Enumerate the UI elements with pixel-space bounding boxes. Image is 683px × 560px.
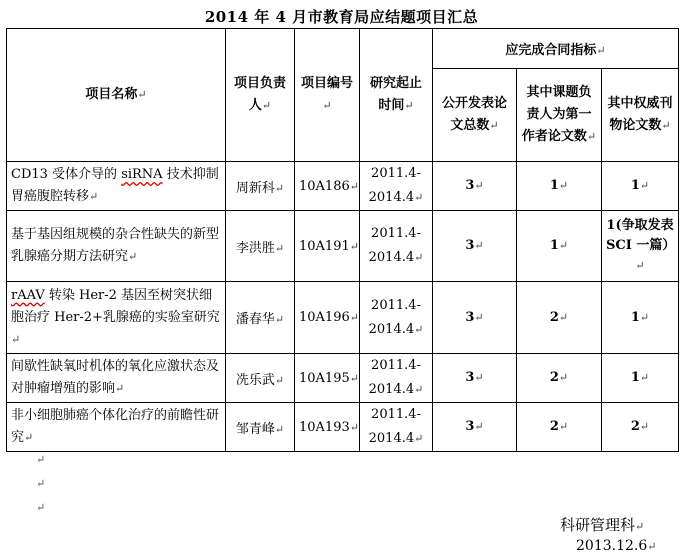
row-first-author: 2↵ bbox=[517, 354, 602, 403]
project-table bbox=[6, 28, 679, 452]
table-row bbox=[7, 354, 679, 403]
table-row bbox=[7, 162, 679, 211]
row-first-author: 2↵ bbox=[517, 403, 602, 452]
row-authority: 1↵ bbox=[602, 162, 679, 211]
row-name: CD13 受体介导的 siRNA 技术抑制胃癌腹腔转移↵ bbox=[7, 162, 226, 211]
row-person: 冼乐武↵ bbox=[226, 354, 295, 403]
paragraph-marks bbox=[36, 448, 45, 520]
row-person: 邹青峰↵ bbox=[226, 403, 295, 452]
table-row bbox=[7, 211, 679, 282]
row-period: 2011.4-2014.4↵ bbox=[360, 403, 433, 452]
table-row bbox=[7, 282, 679, 354]
header-period: 研究起止时间↵ bbox=[360, 29, 433, 162]
row-code: 10A195↵ bbox=[295, 354, 360, 403]
row-period: 2011.4-2014.4↵ bbox=[360, 282, 433, 354]
row-total: 3↵ bbox=[433, 282, 517, 354]
row-name: rAAV 转染 Her-2 基因至树突状细胞治疗 Her-2+乳腺癌的实验室研究↵ bbox=[7, 282, 226, 354]
row-person: 周新科↵ bbox=[226, 162, 295, 211]
row-period: 2011.4-2014.4↵ bbox=[360, 354, 433, 403]
row-authority: 1(争取发表 SCI 一篇）↵ bbox=[602, 211, 679, 282]
paragraph-mark-icon: ↵ bbox=[36, 453, 46, 466]
row-code: 10A186↵ bbox=[295, 162, 360, 211]
footer-dept: 科研管理科↵ bbox=[560, 516, 645, 534]
row-first-author: 1↵ bbox=[517, 162, 602, 211]
row-name: 间歇性缺氧时机体的氧化应激状态及对肿瘤增殖的影响↵ bbox=[7, 354, 226, 403]
row-code: 10A196↵ bbox=[295, 282, 360, 354]
header-first-author: 其中课题负责人为第一作者论文数↵ bbox=[517, 69, 602, 162]
row-code: 10A191↵ bbox=[295, 211, 360, 282]
table-row bbox=[7, 403, 679, 452]
row-code: 10A193↵ bbox=[295, 403, 360, 452]
row-total: 3↵ bbox=[433, 354, 517, 403]
header-name: 项目名称↵ bbox=[7, 29, 226, 162]
row-total: 3↵ bbox=[433, 162, 517, 211]
row-name: 基于基因组规模的杂合性缺失的新型乳腺癌分期方法研究↵ bbox=[7, 211, 226, 282]
header-total: 公开发表论文总数↵ bbox=[433, 69, 517, 162]
row-authority: 1↵ bbox=[602, 354, 679, 403]
paragraph-mark-icon: ↵ bbox=[36, 501, 46, 514]
row-total: 3↵ bbox=[433, 403, 517, 452]
header-person: 项目负责人↵ bbox=[226, 29, 295, 162]
header-row-1 bbox=[7, 29, 679, 69]
footer-date: 2013.12.6↵ bbox=[576, 538, 657, 554]
row-person: 李洪胜↵ bbox=[226, 211, 295, 282]
row-authority: 2↵ bbox=[602, 403, 679, 452]
row-period: 2011.4-2014.4↵ bbox=[360, 162, 433, 211]
row-authority: 1↵ bbox=[602, 282, 679, 354]
header-authority: 其中权威刊物论文数↵ bbox=[602, 69, 679, 162]
row-first-author: 2↵ bbox=[517, 282, 602, 354]
paragraph-mark-icon: ↵ bbox=[36, 477, 46, 490]
row-person: 潘春华↵ bbox=[226, 282, 295, 354]
row-first-author: 1↵ bbox=[517, 211, 602, 282]
header-group: 应完成合同指标↵ bbox=[433, 29, 679, 69]
row-total: 3↵ bbox=[433, 211, 517, 282]
page-title: 2014 年 4 月市教育局应结题项目汇总 bbox=[204, 8, 479, 26]
header-code: 项目编号↵ bbox=[295, 29, 360, 162]
row-name: 非小细胞肺癌个体化治疗的前瞻性研究↵ bbox=[7, 403, 226, 452]
row-period: 2011.4-2014.4↵ bbox=[360, 211, 433, 282]
